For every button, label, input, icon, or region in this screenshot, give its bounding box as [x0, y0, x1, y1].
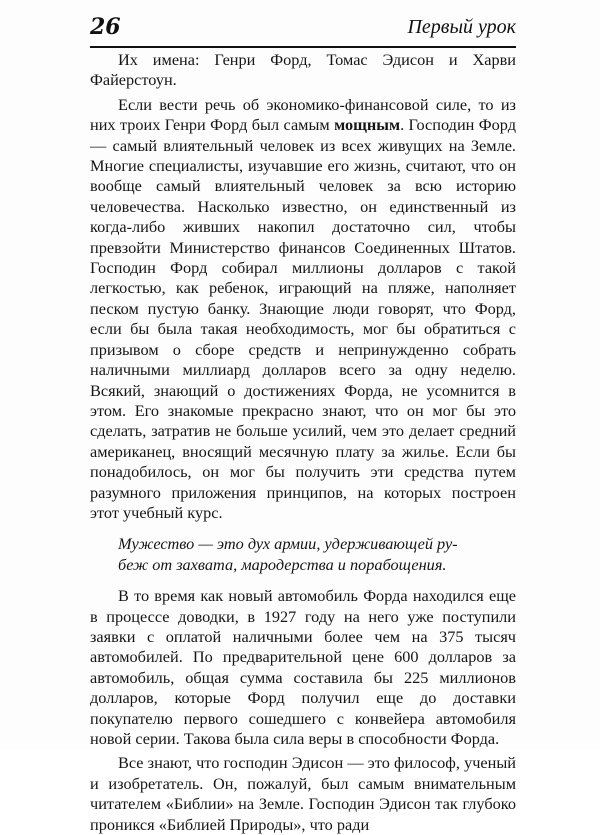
section-title: Первый урок [407, 16, 516, 38]
paragraph-ford-power [90, 95, 516, 524]
emphasized-word: мощным [334, 115, 401, 135]
paragraph-edison: Все знают, что господин Эдисон — это философ, ученый и изобретатель. Он, пожалуй, был самым внимательным читателем «Библии» на Земле. Господин Эдисон так глубоко проникся «Библией Природы», что ради [90, 753, 516, 834]
epigraph-quote [90, 534, 516, 575]
paragraph-ford-orders: В то время как новый автомобиль Форда находился еще в процессе доводки, в 1927 году на него уже поступили заявки с оплатой наличными более чем на 375 тысяч автомобилей. По предварительной цене 600 долларов за автомобиль, общая сумма составила бы 225 миллионов долларов, которые Форд получил еще до доставки покупателю первого сошедшего с конвейера автомобиля новой серии. Такова была сила веры в способности Форда. [90, 586, 516, 748]
paragraph-ford-power-start: Если вести речь об экономико-финансовой силе, то из них троих Генри Форд был самым [90, 94, 516, 135]
quote-line-2: беж от захвата, мародерства и порабощения. [118, 554, 447, 574]
page-number: 26 [90, 14, 121, 40]
paragraph-names: Их имена: Генри Форд, Томас Эдисон и Харви Файерстоун. [90, 50, 516, 90]
quote-line-1: Мужество — это дух армии, удерживающей ру- [118, 534, 458, 554]
paragraph-ford-power-rest: . Господин Форд — самый влиятельный человек из всех живущих на Земле. Многие специалисты, изучавшие его жизнь, считают, что он вообще самый влиятельный человек за всю историю человечества. Насколько известно, он единственный из когда-либо живших накопил достаточно сил, чтобы превзойти Министерство финансов Соединенных Штатов. Господин Форд собирал миллионы долларов с такой легкостью, как ребенок, играющий на пляже, наполняет песком пустую банку. Знающие люди говорят, что Форд, если бы была такая необходимость, мог бы обратиться с призывом о сборе средств и непринужденно собрать наличными миллиард долларов всего за одну неделю. Всякий, знающий о достижениях Форда, не усомнится в этом. Его знакомые прекрасно знают, что он мог бы это сделать, затратив не больше усилий, чем это делает средний американец, вносящий месячную плату за жилье. Если бы понадобилось, он мог бы получить эти средства путем разумного приложения принципов, на которых построен этот учебный курс. [90, 115, 516, 522]
body-text [90, 50, 516, 835]
running-header [90, 12, 516, 48]
